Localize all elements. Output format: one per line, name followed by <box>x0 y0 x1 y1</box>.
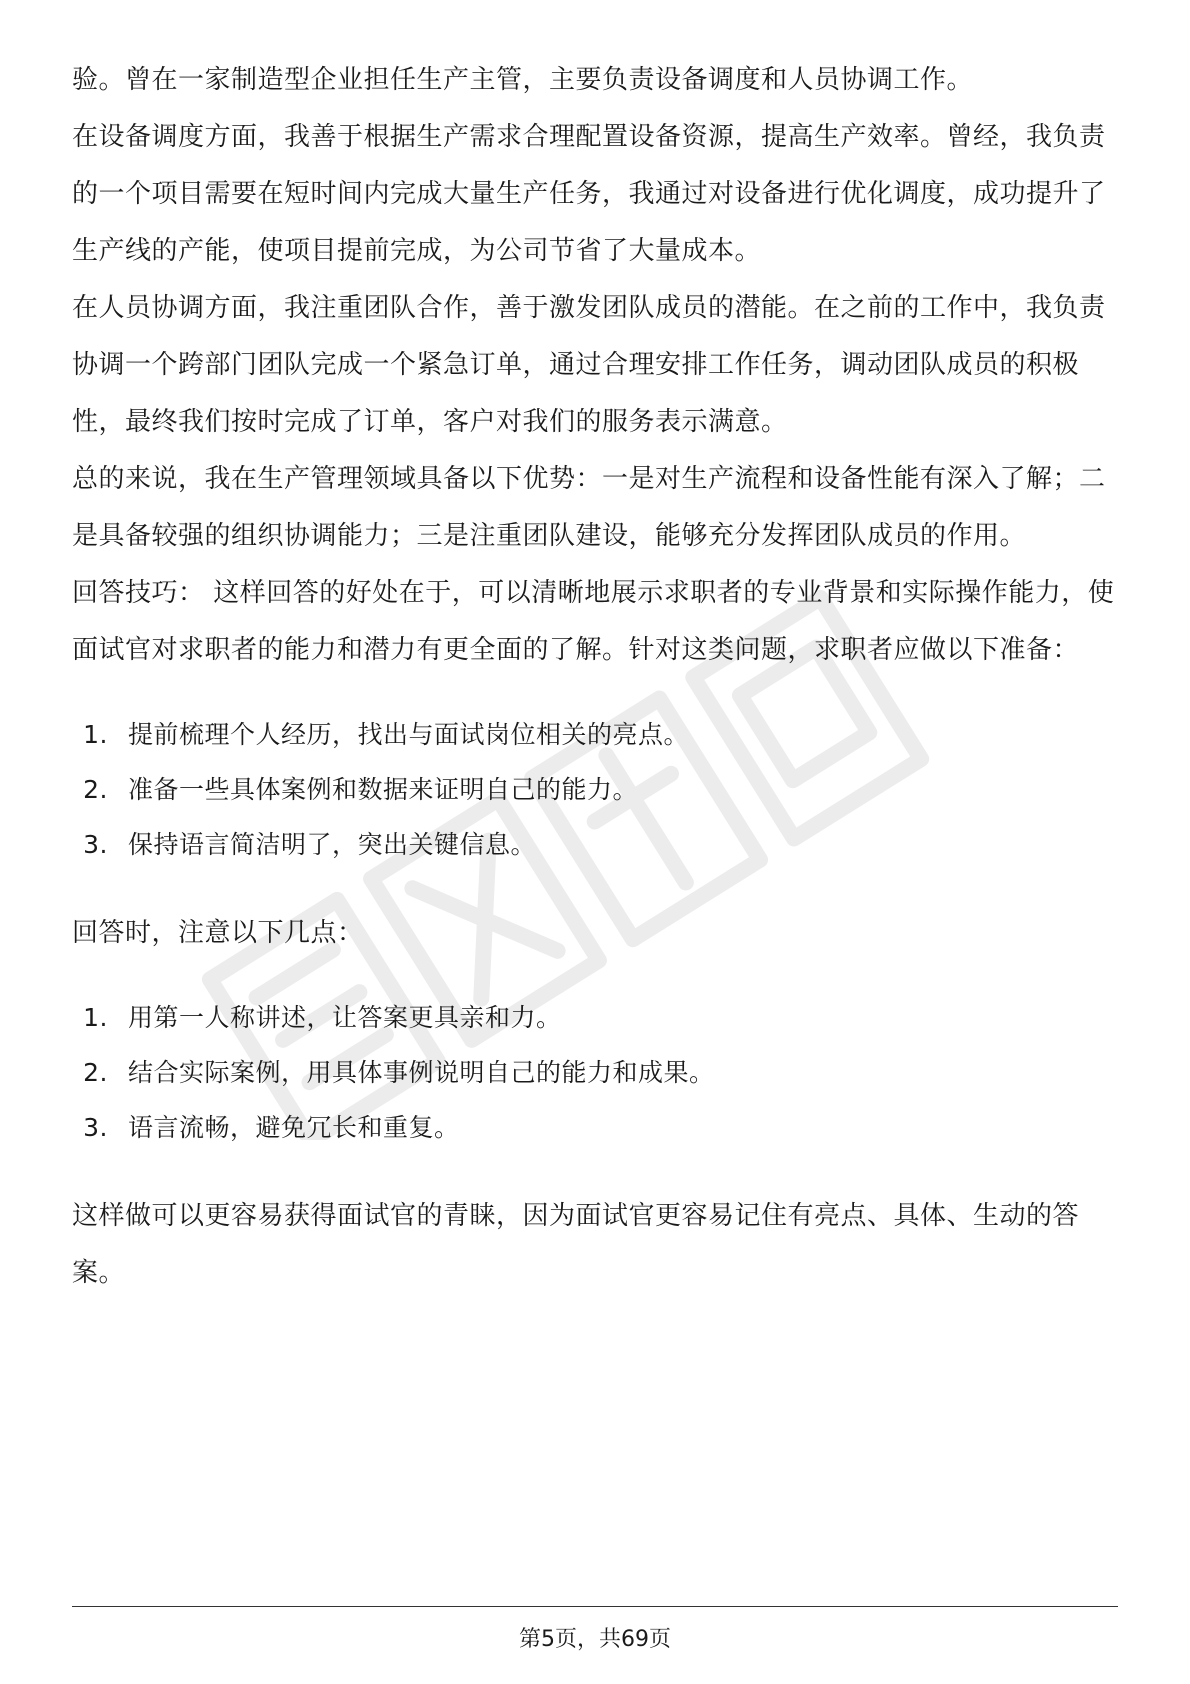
list-item <box>72 990 1118 1045</box>
list-item-text: 用第一人称讲述，让答案更具亲和力。 <box>128 1003 562 1032</box>
list-item-number: 2. <box>83 775 108 804</box>
list-item-number: 2. <box>83 1058 108 1087</box>
document-body <box>72 52 1118 1302</box>
list-item-text: 提前梳理个人经历，找出与面试岗位相关的亮点。 <box>128 720 690 749</box>
list-item-number: 1. <box>83 1003 108 1032</box>
answer-tips-list <box>72 990 1118 1155</box>
preparation-list <box>72 707 1118 872</box>
paragraph-experience-intro: 验。曾在一家制造型企业担任生产主管，主要负责设备调度和人员协调工作。 <box>72 65 974 95</box>
paragraph-staff-coordination: 在人员协调方面，我注重团队合作，善于激发团队成员的潜能。在之前的工作中，我负责协调一个跨部门团队完成一个紧急订单，通过合理安排工作任务，调动团队成员的积极性，最终我们按时完成了订单，客户对我们的服务表示满意。 <box>72 293 1106 437</box>
list-item <box>72 817 1118 872</box>
list-item <box>72 762 1118 817</box>
list-item-number: 3. <box>83 1113 108 1142</box>
paragraph-conclusion: 这样做可以更容易获得面试官的青睐，因为面试官更容易记住有亮点、具体、生动的答案。 <box>72 1201 1080 1288</box>
footer-divider <box>72 1606 1118 1607</box>
list-item-text: 保持语言简洁明了，突出关键信息。 <box>128 830 537 859</box>
paragraph-equipment-scheduling: 在设备调度方面，我善于根据生产需求合理配置设备资源，提高生产效率。曾经，我负责的一个项目需要在短时间内完成大量生产任务，我通过对设备进行优化调度，成功提升了生产线的产能，使项目提前完成，为公司节省了大量成本。 <box>72 122 1106 266</box>
list-item-number: 3. <box>83 830 108 859</box>
list-item-number: 1. <box>83 720 108 749</box>
list-item <box>72 1045 1118 1100</box>
list-item <box>72 1100 1118 1155</box>
list-item-text: 语言流畅，避免冗长和重复。 <box>128 1113 460 1142</box>
paragraph-summary-strengths: 总的来说，我在生产管理领域具备以下优势：一是对生产流程和设备性能有深入了解；二是具备较强的组织协调能力；三是注重团队建设，能够充分发挥团队成员的作用。 <box>72 464 1106 551</box>
paragraph-answer-notes: 回答时，注意以下几点： <box>72 918 364 948</box>
page-number: 第5页，共69页 <box>519 1627 671 1652</box>
list-item-text: 准备一些具体案例和数据来证明自己的能力。 <box>128 775 639 804</box>
list-item <box>72 707 1118 762</box>
paragraph-answer-tips: 回答技巧： 这样回答的好处在于，可以清晰地展示求职者的专业背景和实际操作能力，使面试官对求职者的能力和潜力有更全面的了解。针对这类问题，求职者应做以下准备： <box>72 578 1115 665</box>
list-item-text: 结合实际案例，用具体事例说明自己的能力和成果。 <box>128 1058 715 1087</box>
